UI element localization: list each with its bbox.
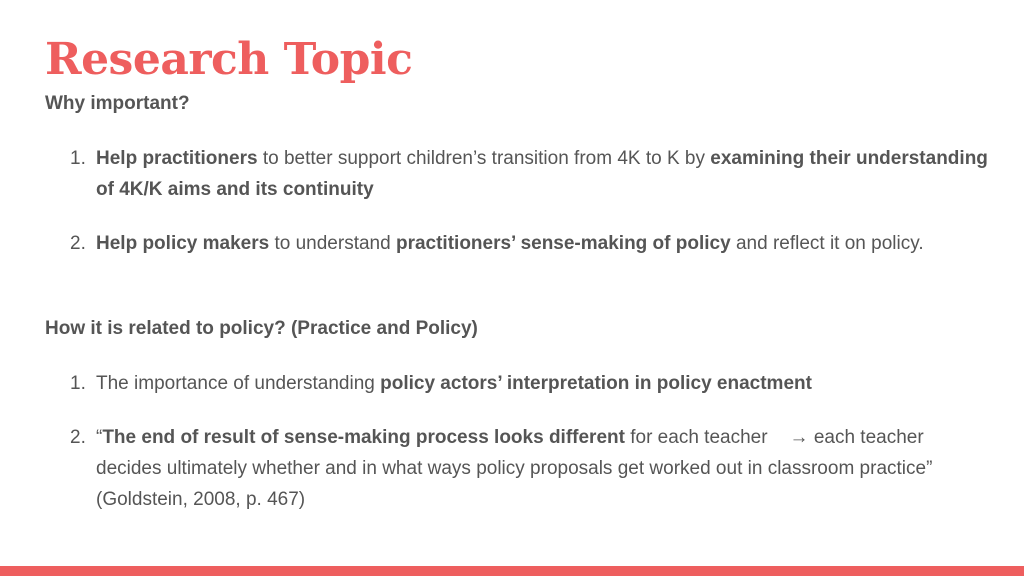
list-text xyxy=(96,143,990,205)
footer-accent-bar xyxy=(0,566,1024,576)
arrow-icon: → xyxy=(789,427,809,448)
list-text xyxy=(96,228,990,259)
bold-phrase: Help policy makers xyxy=(96,233,270,254)
list-item xyxy=(70,422,990,515)
text-run: to better support children’s transition from 4K to K by xyxy=(257,148,711,169)
list-item xyxy=(70,368,990,399)
bold-phrase: Help practitioners xyxy=(96,148,258,169)
open-quote: “ xyxy=(96,427,103,448)
slide-title: Research Topic xyxy=(45,34,413,85)
bold-phrase: practitioners’ sense-making of policy xyxy=(395,233,731,254)
bold-phrase: The end of result of sense-making process looks different xyxy=(102,427,625,448)
text-run: for each teacher xyxy=(624,427,768,448)
section-heading-policy-relation: How it is related to policy? (Practice and Policy) xyxy=(45,318,478,339)
list-text xyxy=(96,422,990,515)
list-number: 2. xyxy=(70,233,86,254)
text-run: The importance of understanding xyxy=(96,373,381,394)
list-number: 1. xyxy=(70,148,86,169)
text-run: each teacher decides ultimately whether and in what ways policy proposals get worked out in classroom practice” (Goldstein, 2008, p. 467) xyxy=(96,427,933,510)
section-heading-why-important: Why important? xyxy=(45,93,190,114)
bold-phrase: policy actors’ interpretation in policy enactment xyxy=(380,373,812,394)
list-item xyxy=(70,143,990,205)
text-run: and reflect it on policy. xyxy=(730,233,924,254)
list-text xyxy=(96,368,990,399)
list-item xyxy=(70,228,990,259)
list-number: 2. xyxy=(70,427,86,448)
list-number: 1. xyxy=(70,373,86,394)
bold-phrase: examining their understanding of 4K/K aims and its continuity xyxy=(96,148,988,200)
text-run: to understand xyxy=(269,233,396,254)
